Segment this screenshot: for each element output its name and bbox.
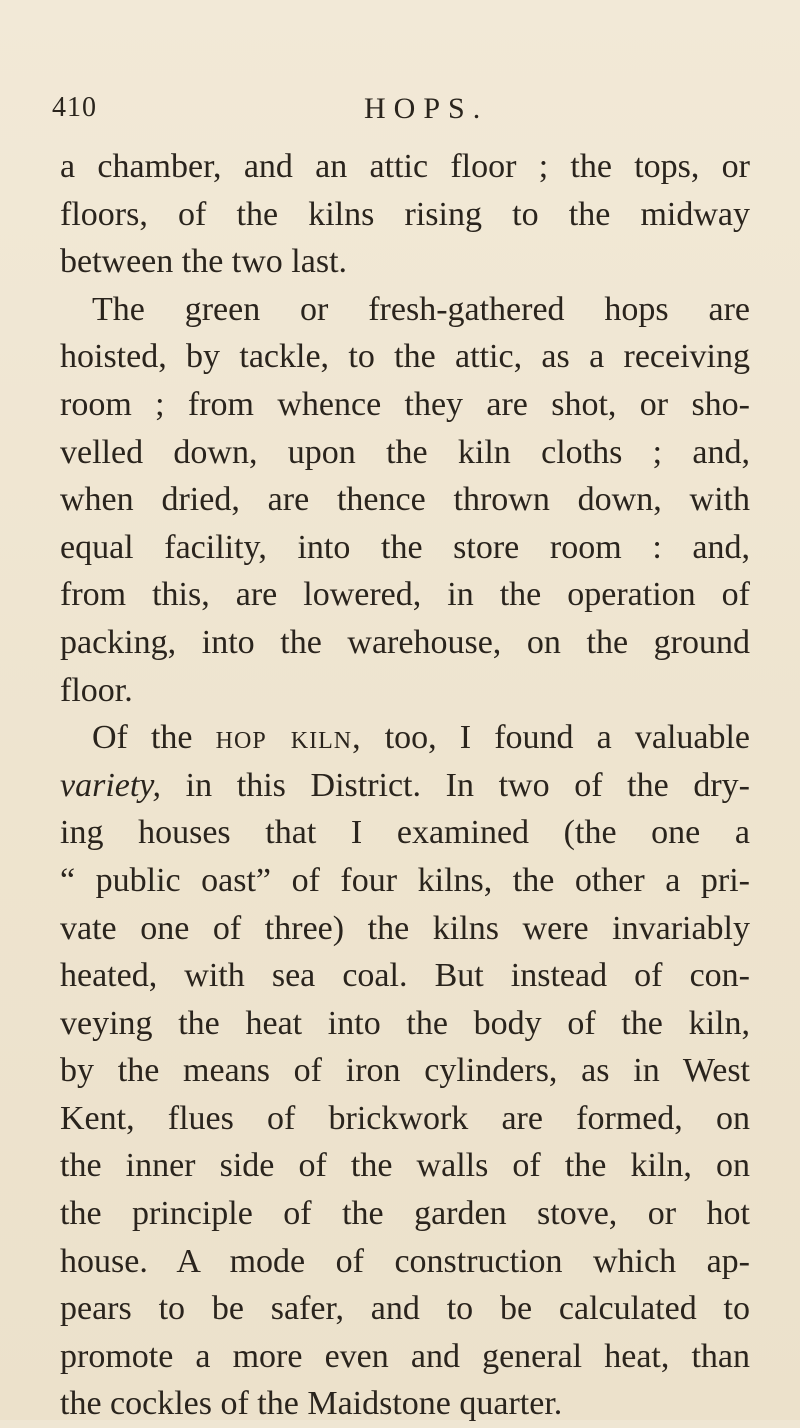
text-line: “ public oast” of four kilns, the other a pri-: [60, 861, 750, 899]
text-run: too, I found a valuable: [384, 719, 751, 757]
small-caps-term: hop kiln,: [215, 719, 362, 757]
page-number: 410: [52, 92, 97, 123]
body-text: [60, 143, 750, 1428]
text-line: hoisted, by tackle, to the attic, as a receiving: [60, 338, 750, 376]
text-line: between the two last.: [60, 243, 348, 281]
text-line: the inner side of the walls of the kiln, on: [60, 1147, 750, 1185]
text-line: floor.: [60, 671, 133, 709]
text-line: ing houses that I examined (the one a: [60, 814, 750, 852]
running-head: HOPS.: [364, 92, 489, 125]
text-line: The green or fresh-gathered hops are: [92, 290, 750, 328]
text-line: floors, of the kilns rising to the midway: [60, 195, 750, 233]
text-line: equal facility, into the store room : and,: [60, 528, 750, 566]
text-line: vate one of three) the kilns were invariably: [60, 909, 750, 947]
text-line: packing, into the warehouse, on the ground: [60, 623, 750, 661]
text-run: in this District. In two of the dry-: [185, 766, 750, 804]
text-line: velled down, upon the kiln cloths ; and,: [60, 433, 750, 471]
text-line: heated, with sea coal. But instead of con-: [60, 957, 750, 995]
text-line-hop-kiln: [60, 714, 750, 762]
text-line: by the means of iron cylinders, as in West: [60, 1052, 750, 1090]
text-line: room ; from whence they are shot, or sho-: [60, 385, 750, 423]
text-line: from this, are lowered, in the operation of: [60, 576, 750, 614]
text-line: when dried, are thence thrown down, with: [60, 481, 750, 519]
italic-term: variety,: [60, 766, 162, 804]
text-line: the cockles of the Maidstone quarter.: [60, 1385, 563, 1423]
text-line: Kent, flues of brickwork are formed, on: [60, 1099, 750, 1137]
text-line: promote a more even and general heat, than: [60, 1337, 750, 1375]
text-run: Of the: [92, 719, 193, 757]
text-line: veying the heat into the body of the kiln,: [60, 1004, 750, 1042]
text-line-variety: [60, 762, 750, 810]
text-line: a chamber, and an attic floor ; the tops, or: [60, 148, 750, 185]
text-line: the principle of the garden stove, or hot: [60, 1195, 750, 1233]
text-line: pears to be safer, and to be calculated to: [60, 1290, 750, 1328]
text-line: house. A mode of construction which ap-: [60, 1242, 750, 1280]
page-header: [52, 92, 742, 136]
